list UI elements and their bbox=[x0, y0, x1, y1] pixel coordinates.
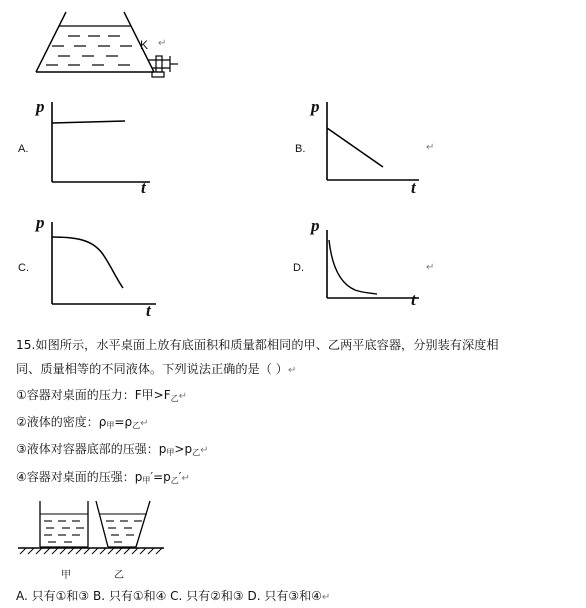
graph-d-x-label: t bbox=[411, 290, 416, 309]
statement-2-main: ②液体的密度：ρ bbox=[16, 415, 107, 429]
graph-c-y-label: p bbox=[36, 213, 45, 232]
statement-4-main: ④容器对桌面的压强：p bbox=[16, 470, 143, 484]
return-mark: ↵ bbox=[181, 473, 190, 484]
statement-3-sub2: 乙 bbox=[192, 448, 201, 457]
graph-c bbox=[32, 208, 162, 318]
question-line-2-text: 同、质量相等的不同液体。下列说法正确的是（ ） bbox=[16, 362, 288, 376]
question-line-2 bbox=[16, 361, 296, 379]
statement-3-sub1: 甲 bbox=[166, 448, 175, 457]
statement-2 bbox=[16, 414, 148, 434]
statement-3-main: ③液体对容器底部的压强：p bbox=[16, 442, 167, 456]
option-d-letter: D. bbox=[293, 262, 304, 274]
graph-c-x-label: t bbox=[146, 301, 151, 320]
option-a-letter: A. bbox=[18, 143, 29, 155]
option-c-letter: C. bbox=[18, 262, 29, 274]
graph-d-y-label: p bbox=[311, 216, 320, 235]
graph-b-y-label: p bbox=[311, 97, 320, 116]
statement-2-mid: =ρ bbox=[114, 415, 133, 429]
return-mark: ↵ bbox=[426, 262, 435, 273]
statement-4-sub1: 甲 bbox=[142, 476, 151, 485]
statement-1-main: ①容器对桌面的压力：F甲>F bbox=[16, 388, 171, 402]
question-line-1: 15.如图所示，水平桌面上放有底面积和质量都相同的甲、乙两平底容器，分别装有深度相 bbox=[16, 338, 499, 352]
statement-2-sub2: 乙 bbox=[132, 421, 141, 430]
return-mark: ↵ bbox=[140, 418, 149, 429]
graph-d bbox=[307, 210, 437, 310]
statement-4-sub2: 乙 bbox=[170, 476, 179, 485]
container-jia-label: 甲 bbox=[61, 570, 71, 581]
return-mark: ↵ bbox=[426, 142, 435, 153]
graph-b bbox=[307, 92, 437, 202]
return-mark: ↵ bbox=[288, 365, 297, 376]
two-containers-figure bbox=[16, 497, 166, 567]
statement-3-mid: >p bbox=[174, 442, 193, 456]
statement-4-tail: ′ bbox=[178, 470, 182, 484]
statement-1 bbox=[16, 387, 187, 407]
valve-label: K bbox=[140, 38, 149, 52]
return-mark: ↵ bbox=[321, 592, 331, 603]
statement-2-sub1: 甲 bbox=[106, 421, 115, 430]
answer-options-text: A. 只有①和③ B. 只有①和④ C. 只有②和③ D. 只有③和④ bbox=[16, 589, 322, 603]
return-mark: ↵ bbox=[178, 391, 188, 402]
container-yi-label: 乙 bbox=[114, 570, 124, 581]
graph-a-y-label: p bbox=[36, 97, 45, 116]
answer-options bbox=[16, 588, 330, 606]
graph-b-x-label: t bbox=[411, 178, 416, 197]
graph-a-x-label: t bbox=[141, 178, 146, 197]
return-mark: ↵ bbox=[200, 445, 209, 456]
statement-4-mid: ′=p bbox=[150, 470, 171, 484]
statement-4 bbox=[16, 469, 190, 489]
statement-3 bbox=[16, 441, 208, 461]
return-mark: ↵ bbox=[158, 38, 167, 49]
option-b-letter: B. bbox=[295, 143, 306, 155]
statement-1-sub: 乙 bbox=[170, 394, 179, 403]
